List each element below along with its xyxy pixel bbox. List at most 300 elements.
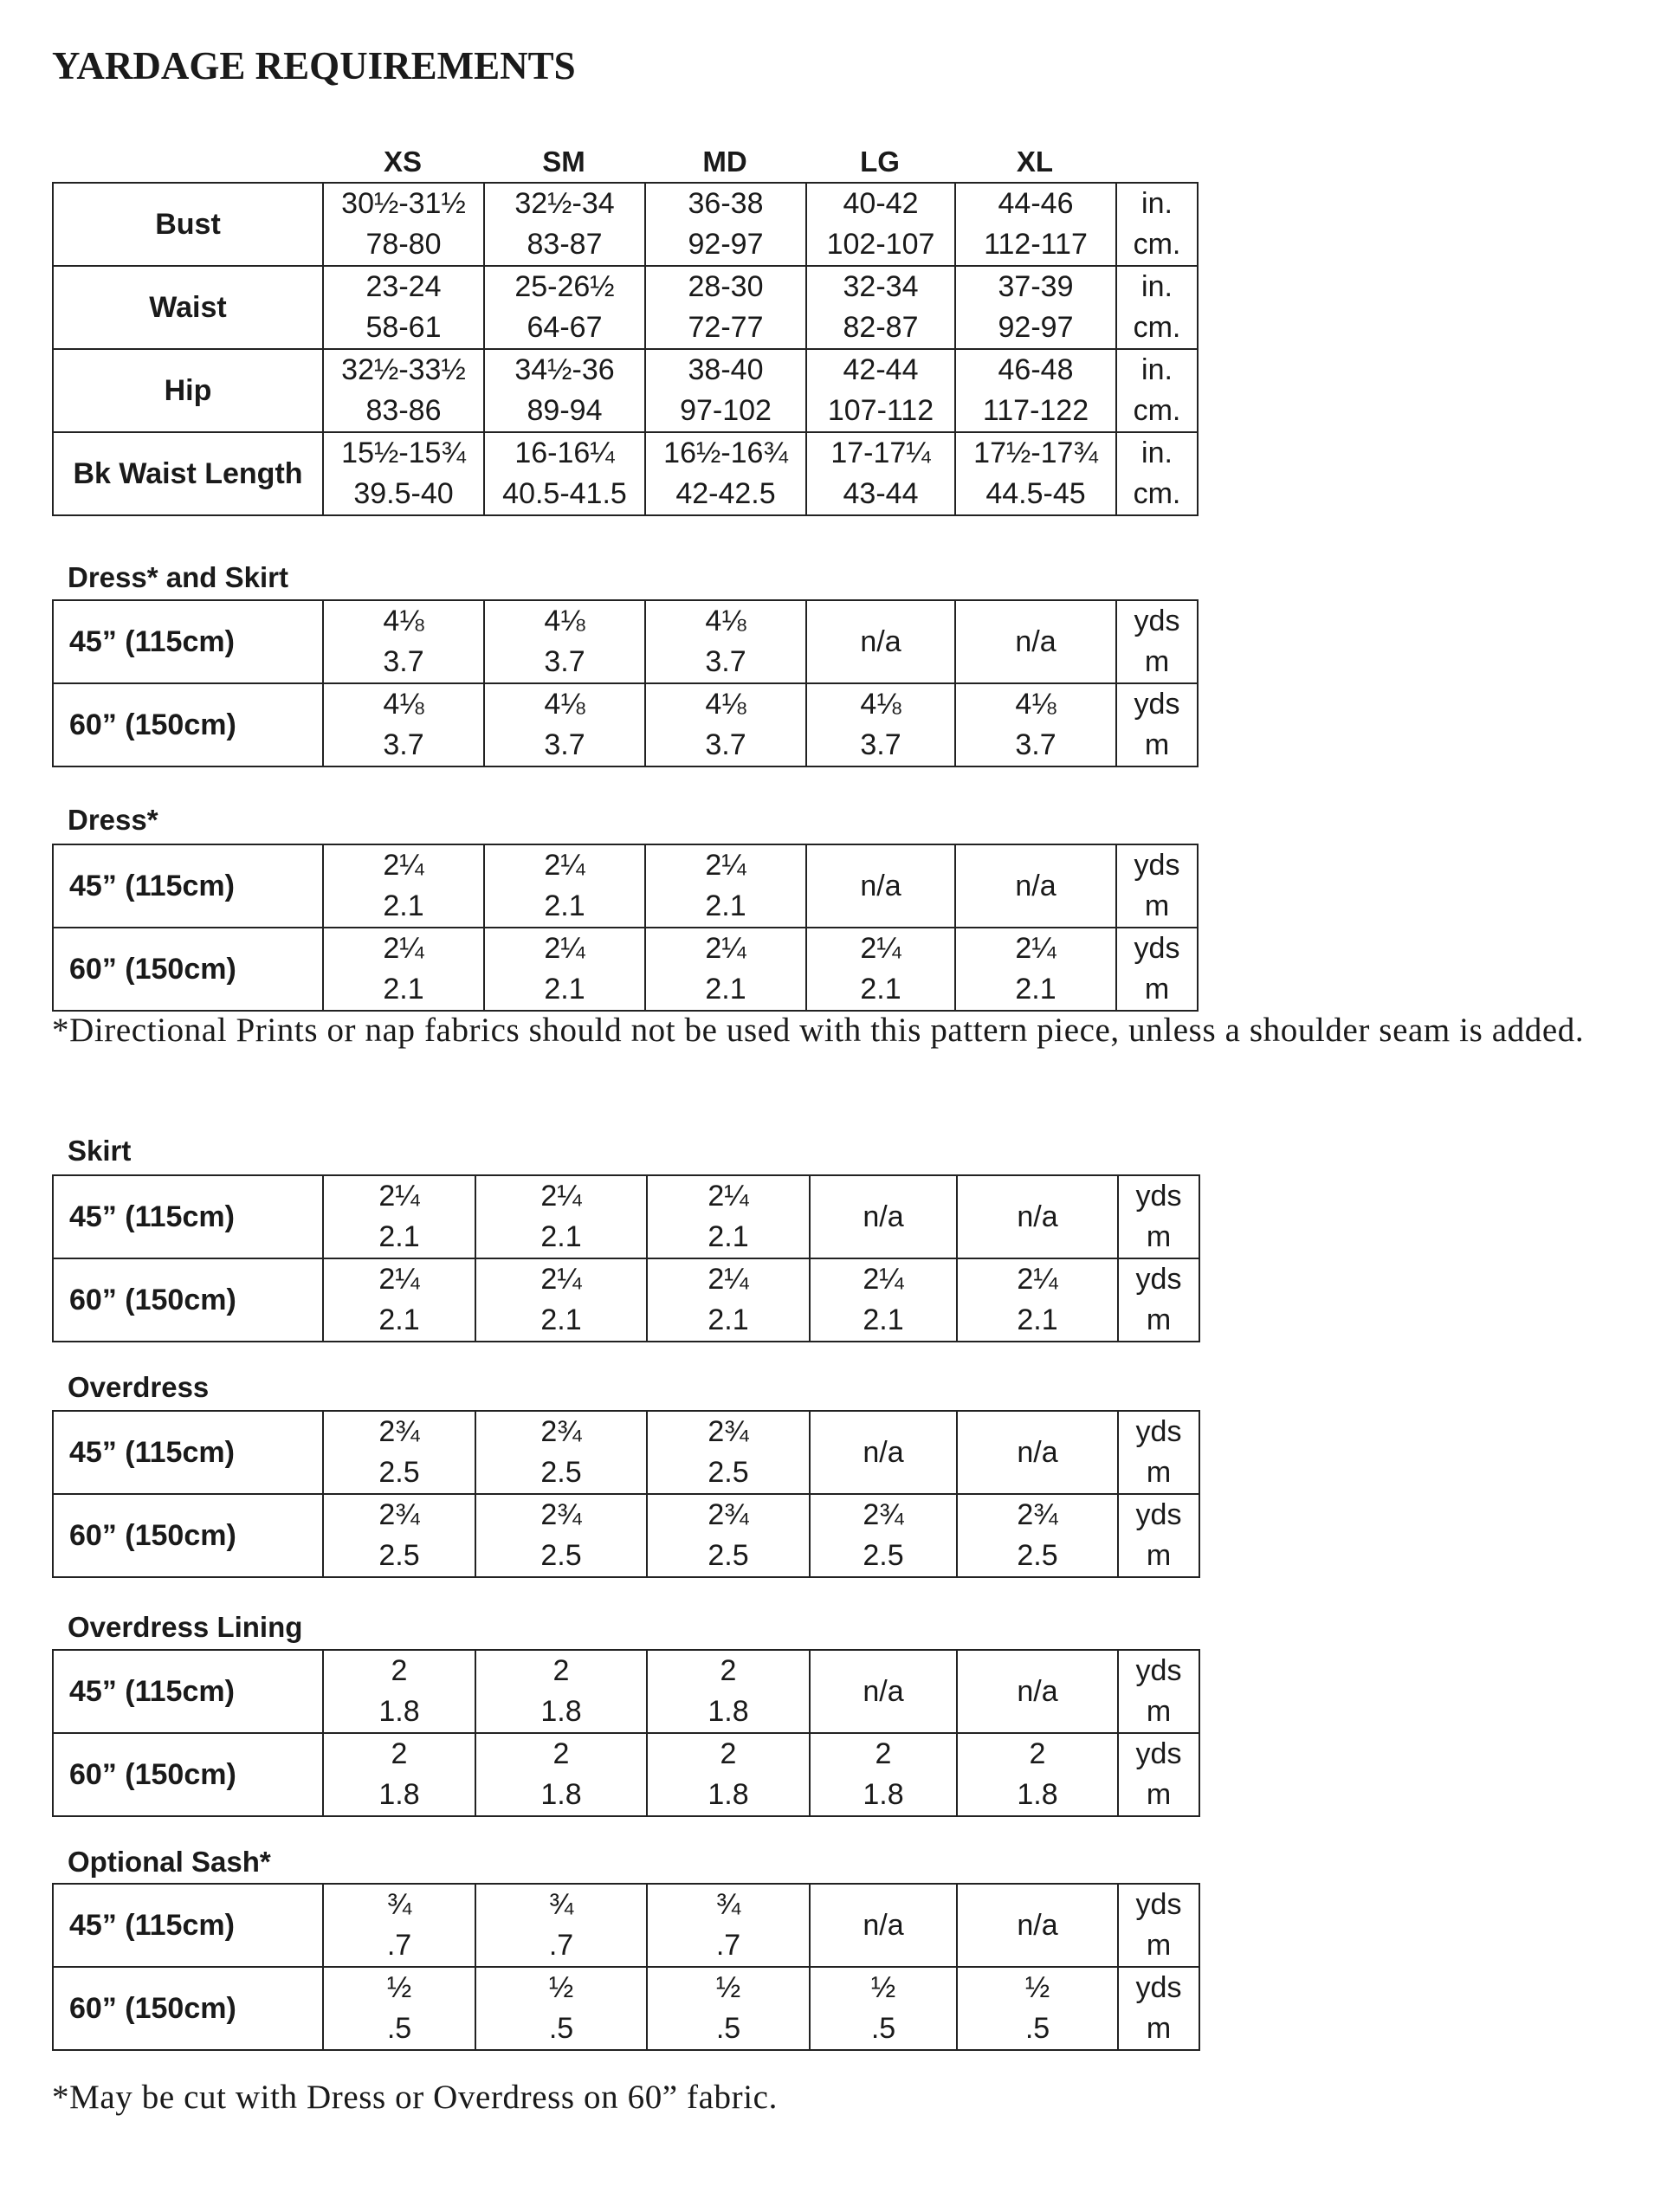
yardage-value-cell [645, 844, 806, 928]
yardage-row [53, 928, 1198, 1011]
yardage-value-cell-bottom: 3.7 [383, 645, 424, 678]
yardage-value-cell-bottom: 3.7 [860, 728, 901, 761]
yardage-value-cell [323, 683, 484, 766]
yardage-value-cell-top: 2¼ [544, 932, 585, 965]
measurement-row [53, 266, 1198, 349]
measurement-value-cell-top: 17-17¼ [830, 437, 931, 469]
unit-cell [1118, 1411, 1199, 1494]
yardage-value-cell-top: 2¾ [540, 1498, 582, 1531]
yardage-na-cell: n/a [955, 844, 1116, 928]
yardage-value-cell-bottom: 2.5 [540, 1539, 582, 1572]
unit-cell-bottom: m [1146, 1778, 1172, 1811]
measurement-value-cell [806, 266, 955, 349]
yardage-value-cell-top: 2¼ [383, 932, 424, 965]
yardage-na-cell: n/a [957, 1175, 1118, 1258]
yardage-value-cell-top: ½ [1024, 1971, 1050, 2004]
unit-cell-bottom: m [1144, 645, 1170, 678]
yardage-value-cell-top: ½ [548, 1971, 574, 2004]
measurement-value-cell [484, 432, 645, 515]
yardage-value-cell [810, 1494, 957, 1577]
sash-note: *May be cut with Dress or Overdress on 60” fabric. [52, 2079, 778, 2116]
yardage-value-cell-top: 4⅛ [705, 688, 746, 721]
yardage-value-cell-top: 4⅛ [860, 688, 901, 721]
yardage-value-cell-bottom: .5 [870, 2012, 896, 2045]
yardage-value-cell [645, 600, 806, 683]
measurement-value-cell [955, 349, 1116, 432]
yardage-value-cell-top: ½ [870, 1971, 896, 2004]
yardage-value-cell-top: 2 [720, 1737, 737, 1770]
yardage-value-cell-top: 2¾ [708, 1415, 749, 1448]
measurement-value-cell [484, 183, 645, 266]
measurement-row [53, 349, 1198, 432]
yardage-value-cell-bottom: 2.1 [708, 1220, 749, 1253]
unit-cell-top: in. [1141, 353, 1173, 386]
yardage-value-cell-bottom: 2.1 [1017, 1303, 1058, 1336]
measurement-value-cell-bottom: 112-117 [984, 228, 1088, 261]
yardage-value-cell-top: 2¼ [705, 849, 746, 882]
unit-cell-top: in. [1141, 270, 1173, 303]
section-heading: Dress* and Skirt [68, 561, 288, 593]
yardage-value-cell-top: 2¾ [540, 1415, 582, 1448]
measurement-value-cell-top: 17½-17¾ [973, 437, 1098, 469]
yardage-value-cell-top: 4⅛ [705, 605, 746, 637]
directional-prints-note: *Directional Prints or nap fabrics should not be used with this pattern piece, unless a shoulder seam is added. [52, 1012, 1585, 1049]
yardage-value-cell [475, 1650, 647, 1733]
yardage-value-cell [475, 1494, 647, 1577]
unit-cell-bottom: m [1144, 728, 1170, 761]
unit-cell [1118, 1733, 1199, 1816]
yardage-table-overdress-lining [52, 1649, 1200, 1817]
measurement-value-cell-bottom: 43-44 [843, 477, 919, 510]
measurement-value-cell-top: 46-48 [998, 353, 1074, 386]
yardage-row [53, 600, 1198, 683]
unit-cell [1118, 1650, 1199, 1733]
measurement-value-cell-top: 25-26½ [514, 270, 615, 303]
yardage-value-cell [484, 600, 645, 683]
fabric-width-label: 60” (150cm) [53, 683, 323, 766]
yardage-value-cell [323, 928, 484, 1011]
yardage-value-cell-bottom: 2.1 [705, 889, 746, 922]
yardage-value-cell [806, 928, 955, 1011]
unit-cell [1116, 928, 1198, 1011]
unit-cell-top: yds [1135, 1415, 1182, 1448]
yardage-value-cell-bottom: 1.8 [378, 1778, 420, 1811]
unit-cell-top: yds [1135, 1498, 1182, 1531]
yardage-table-overdress [52, 1410, 1200, 1578]
yardage-value-cell-bottom: .5 [548, 2012, 574, 2045]
yardage-na-cell: n/a [810, 1411, 957, 1494]
measurement-value-cell [645, 266, 806, 349]
measurement-value-cell-bottom: 83-86 [365, 394, 442, 427]
yardage-value-cell-bottom: 2.1 [383, 973, 424, 1006]
yardage-value-cell [647, 1650, 810, 1733]
yardage-na-cell: n/a [955, 600, 1116, 683]
yardage-value-cell [810, 1258, 957, 1342]
yardage-value-cell-bottom: 2.1 [540, 1220, 582, 1253]
yardage-value-cell-bottom: 3.7 [705, 645, 746, 678]
measurement-value-cell [806, 432, 955, 515]
yardage-value-cell [647, 1411, 810, 1494]
yardage-value-cell-bottom: 1.8 [708, 1778, 749, 1811]
yardage-value-cell-top: 2 [391, 1737, 408, 1770]
yardage-value-cell [647, 1884, 810, 1967]
yardage-value-cell-top: 2 [552, 1737, 570, 1770]
yardage-value-cell-top: 2¼ [378, 1180, 420, 1213]
yardage-value-cell [957, 1494, 1118, 1577]
fabric-width-label: 60” (150cm) [53, 928, 323, 1011]
yardage-value-cell-top: 2¼ [708, 1180, 749, 1213]
yardage-value-cell-top: 2¼ [540, 1180, 582, 1213]
unit-cell-bottom: cm. [1133, 394, 1181, 427]
measurement-value-cell [323, 349, 484, 432]
yardage-value-cell-top: 2¼ [378, 1263, 420, 1296]
yardage-row [53, 1494, 1199, 1577]
yardage-row [53, 844, 1198, 928]
yardage-value-cell [323, 844, 484, 928]
unit-cell-bottom: m [1144, 973, 1170, 1006]
yardage-value-cell-top: 2¼ [1015, 932, 1056, 965]
measurement-value-cell-bottom: 39.5-40 [353, 477, 454, 510]
fabric-width-label: 45” (115cm) [53, 1411, 323, 1494]
yardage-value-cell-top: ¾ [715, 1888, 741, 1921]
yardage-row [53, 1733, 1199, 1816]
measurement-value-cell-top: 32½-34 [514, 187, 615, 220]
yardage-value-cell-top: 4⅛ [544, 688, 585, 721]
size-header-xs: XS [383, 146, 423, 178]
measurement-label: Hip [53, 349, 323, 432]
yardage-value-cell [645, 683, 806, 766]
measurement-value-cell-bottom: 40.5-41.5 [502, 477, 627, 510]
yardage-value-cell [645, 928, 806, 1011]
measurement-value-cell [645, 183, 806, 266]
yardage-value-cell-bottom: 2.5 [378, 1539, 420, 1572]
measurement-value-cell-bottom: 58-61 [365, 311, 442, 344]
unit-cell-top: yds [1135, 1888, 1182, 1921]
measurement-label: Waist [53, 266, 323, 349]
yardage-value-cell-bottom: 2.1 [863, 1303, 904, 1336]
measurement-value-cell [955, 266, 1116, 349]
yardage-value-cell [475, 1175, 647, 1258]
yardage-value-cell-top: 2¾ [708, 1498, 749, 1531]
yardage-value-cell-bottom: 2.1 [860, 973, 901, 1006]
yardage-value-cell [957, 1258, 1118, 1342]
section-heading: Overdress [68, 1371, 210, 1403]
section-heading: Dress* [68, 804, 158, 836]
measurement-value-cell-top: 37-39 [998, 270, 1074, 303]
unit-cell-bottom: m [1146, 1539, 1172, 1572]
yardage-value-cell [475, 1411, 647, 1494]
body-measurements-table [52, 182, 1199, 516]
yardage-value-cell-bottom: 3.7 [544, 728, 585, 761]
yardage-value-cell [323, 1494, 475, 1577]
measurement-value-cell-bottom: 44.5-45 [985, 477, 1086, 510]
measurement-value-cell [955, 183, 1116, 266]
measurement-value-cell-bottom: 72-77 [688, 311, 764, 344]
measurement-value-cell [806, 349, 955, 432]
measurement-value-cell-top: 16-16¼ [514, 437, 615, 469]
yardage-value-cell-top: 2¼ [383, 849, 424, 882]
yardage-value-cell-bottom: 2.1 [705, 973, 746, 1006]
unit-cell-bottom: cm. [1133, 477, 1181, 510]
measurement-value-cell-bottom: 102-107 [826, 228, 935, 261]
yardage-value-cell-top: ½ [715, 1971, 741, 2004]
yardage-value-cell [323, 600, 484, 683]
yardage-value-cell-bottom: 2.5 [1017, 1539, 1058, 1572]
yardage-value-cell-top: 2 [875, 1737, 892, 1770]
measurement-value-cell-top: 15½-15¾ [341, 437, 466, 469]
measurement-value-cell-top: 38-40 [688, 353, 764, 386]
yardage-row [53, 1175, 1199, 1258]
fabric-width-label: 45” (115cm) [53, 1884, 323, 1967]
yardage-value-cell-top: 2 [1029, 1737, 1046, 1770]
measurement-value-cell-top: 28-30 [688, 270, 764, 303]
unit-cell-bottom: m [1146, 1456, 1172, 1489]
yardage-value-cell-bottom: 1.8 [1017, 1778, 1058, 1811]
yardage-value-cell-bottom: 2.1 [1015, 973, 1056, 1006]
unit-cell [1118, 1884, 1199, 1967]
fabric-width-label: 60” (150cm) [53, 1258, 323, 1342]
yardage-value-cell-bottom: 3.7 [705, 728, 746, 761]
yardage-value-cell [323, 1258, 475, 1342]
yardage-value-cell-bottom: 1.8 [863, 1778, 904, 1811]
yardage-value-cell-bottom: 2.1 [544, 889, 585, 922]
size-header-lg: LG [860, 146, 900, 178]
yardage-table-skirt [52, 1174, 1200, 1342]
yardage-value-cell [484, 683, 645, 766]
unit-cell [1116, 349, 1198, 432]
yardage-value-cell-bottom: .7 [548, 1929, 574, 1962]
fabric-width-label: 60” (150cm) [53, 1494, 323, 1577]
measurement-label: Bk Waist Length [53, 432, 323, 515]
unit-cell [1116, 600, 1198, 683]
yardage-value-cell-top: 2¾ [378, 1498, 420, 1531]
yardage-value-cell [647, 1175, 810, 1258]
unit-cell-top: yds [1135, 1263, 1182, 1296]
fabric-width-label: 45” (115cm) [53, 600, 323, 683]
measurement-value-cell-bottom: 42-42.5 [675, 477, 776, 510]
yardage-value-cell [475, 1258, 647, 1342]
yardage-value-cell [810, 1967, 957, 2050]
measurement-value-cell-top: 44-46 [998, 187, 1074, 220]
yardage-value-cell-top: 4⅛ [383, 605, 424, 637]
yardage-value-cell-top: 2 [552, 1654, 570, 1687]
yardage-value-cell-bottom: 1.8 [378, 1695, 420, 1728]
yardage-value-cell-bottom: 1.8 [708, 1695, 749, 1728]
yardage-value-cell-bottom: 3.7 [544, 645, 585, 678]
yardage-value-cell-bottom: .5 [1024, 2012, 1050, 2045]
unit-cell [1118, 1175, 1199, 1258]
yardage-na-cell: n/a [957, 1884, 1118, 1967]
size-header-sm: SM [542, 146, 585, 178]
fabric-width-label: 45” (115cm) [53, 844, 323, 928]
yardage-value-cell-bottom: .7 [386, 1929, 412, 1962]
yardage-value-cell-top: 2¼ [705, 932, 746, 965]
measurement-value-cell-bottom: 97-102 [680, 394, 772, 427]
yardage-value-cell [323, 1733, 475, 1816]
yardage-value-cell-bottom: 2.1 [378, 1220, 420, 1253]
unit-cell-top: yds [1134, 688, 1180, 721]
page-title: YARDAGE REQUIREMENTS [52, 44, 576, 87]
measurement-value-cell [806, 183, 955, 266]
size-header-xl: XL [1016, 146, 1054, 178]
yardage-value-cell-top: 2¾ [863, 1498, 904, 1531]
yardage-value-cell-top: 4⅛ [1015, 688, 1056, 721]
unit-cell [1116, 266, 1198, 349]
yardage-value-cell [323, 1884, 475, 1967]
yardage-value-cell-top: 2¾ [1017, 1498, 1058, 1531]
yardage-value-cell [957, 1967, 1118, 2050]
section-heading: Skirt [68, 1135, 132, 1167]
unit-cell-bottom: m [1144, 889, 1170, 922]
yardage-value-cell-bottom: 1.8 [540, 1695, 582, 1728]
yardage-value-cell-bottom: 2.1 [540, 1303, 582, 1336]
yardage-value-cell [810, 1733, 957, 1816]
unit-cell-top: yds [1135, 1971, 1182, 2004]
yardage-value-cell [957, 1733, 1118, 1816]
unit-cell [1116, 432, 1198, 515]
yardage-table-dress-and-skirt [52, 599, 1199, 767]
unit-cell-bottom: cm. [1133, 311, 1181, 344]
yardage-value-cell [955, 683, 1116, 766]
yardage-value-cell [323, 1967, 475, 2050]
size-header-md: MD [702, 146, 747, 178]
yardage-na-cell: n/a [806, 600, 955, 683]
yardage-value-cell [323, 1411, 475, 1494]
yardage-na-cell: n/a [806, 844, 955, 928]
unit-cell-top: yds [1135, 1737, 1182, 1770]
yardage-value-cell-top: ½ [386, 1971, 412, 2004]
unit-cell-top: yds [1135, 1180, 1182, 1213]
measurement-value-cell [323, 266, 484, 349]
yardage-value-cell-bottom: .7 [715, 1929, 741, 1962]
measurement-value-cell-bottom: 83-87 [527, 228, 603, 261]
measurement-row [53, 432, 1198, 515]
measurement-value-cell [484, 349, 645, 432]
yardage-value-cell [475, 1733, 647, 1816]
yardage-row [53, 1258, 1199, 1342]
unit-cell-top: yds [1134, 849, 1180, 882]
yardage-value-cell [484, 928, 645, 1011]
yardage-value-cell [647, 1494, 810, 1577]
measurement-value-cell-bottom: 89-94 [527, 394, 603, 427]
unit-cell [1116, 183, 1198, 266]
unit-cell [1118, 1494, 1199, 1577]
measurement-row [53, 183, 1198, 266]
yardage-value-cell-bottom: 2.1 [378, 1303, 420, 1336]
yardage-na-cell: n/a [810, 1175, 957, 1258]
measurement-value-cell-bottom: 117-122 [982, 394, 1089, 427]
measurement-value-cell-bottom: 78-80 [365, 228, 442, 261]
yardage-value-cell-bottom: 2.5 [708, 1456, 749, 1489]
yardage-row [53, 683, 1198, 766]
section-heading: Optional Sash* [68, 1846, 271, 1878]
measurement-value-cell-top: 34½-36 [514, 353, 615, 386]
measurement-value-cell-bottom: 92-97 [688, 228, 764, 261]
yardage-value-cell-top: 2 [391, 1654, 408, 1687]
yardage-value-cell [475, 1884, 647, 1967]
yardage-row [53, 1411, 1199, 1494]
yardage-value-cell-bottom: 1.8 [540, 1778, 582, 1811]
measurement-value-cell [645, 432, 806, 515]
unit-cell-bottom: m [1146, 1695, 1172, 1728]
measurement-value-cell-top: 16½-16¾ [663, 437, 788, 469]
yardage-value-cell-top: 4⅛ [544, 605, 585, 637]
measurement-value-cell-top: 23-24 [365, 270, 442, 303]
yardage-value-cell-bottom: 2.5 [540, 1456, 582, 1489]
unit-cell [1118, 1258, 1199, 1342]
yardage-value-cell-top: 2¼ [540, 1263, 582, 1296]
yardage-value-cell-top: ¾ [386, 1888, 412, 1921]
unit-cell [1116, 683, 1198, 766]
yardage-value-cell-top: 4⅛ [383, 688, 424, 721]
yardage-value-cell [323, 1175, 475, 1258]
measurement-value-cell-top: 30½-31½ [341, 187, 466, 220]
yardage-na-cell: n/a [810, 1884, 957, 1967]
unit-cell-bottom: cm. [1133, 228, 1181, 261]
yardage-value-cell [475, 1967, 647, 2050]
yardage-row [53, 1884, 1199, 1967]
measurement-value-cell-bottom: 92-97 [998, 311, 1074, 344]
measurement-value-cell-bottom: 107-112 [827, 394, 934, 427]
yardage-value-cell-bottom: 2.1 [544, 973, 585, 1006]
yardage-value-cell-bottom: 2.1 [708, 1303, 749, 1336]
yardage-value-cell-top: 2¼ [708, 1263, 749, 1296]
yardage-value-cell-bottom: 3.7 [1015, 728, 1056, 761]
measurement-value-cell-bottom: 64-67 [527, 311, 603, 344]
measurement-value-cell [323, 432, 484, 515]
measurement-value-cell [645, 349, 806, 432]
yardage-value-cell [647, 1258, 810, 1342]
yardage-value-cell [647, 1733, 810, 1816]
yardage-value-cell-bottom: 2.5 [708, 1539, 749, 1572]
measurement-value-cell [955, 432, 1116, 515]
yardage-value-cell-bottom: .5 [386, 2012, 412, 2045]
yardage-na-cell: n/a [957, 1411, 1118, 1494]
fabric-width-label: 60” (150cm) [53, 1733, 323, 1816]
measurement-value-cell-bottom: 82-87 [843, 311, 919, 344]
yardage-value-cell [484, 844, 645, 928]
yardage-value-cell-bottom: 2.5 [378, 1456, 420, 1489]
unit-cell-top: in. [1141, 437, 1173, 469]
measurement-value-cell-top: 32½-33½ [341, 353, 466, 386]
unit-cell-top: in. [1141, 187, 1173, 220]
yardage-value-cell-top: 2¼ [1017, 1263, 1058, 1296]
yardage-value-cell [323, 1650, 475, 1733]
unit-cell-bottom: m [1146, 1929, 1172, 1962]
fabric-width-label: 45” (115cm) [53, 1650, 323, 1733]
measurement-value-cell-top: 36-38 [688, 187, 764, 220]
unit-cell-top: yds [1135, 1654, 1182, 1687]
section-heading: Overdress Lining [68, 1611, 303, 1643]
yardage-value-cell [955, 928, 1116, 1011]
yardage-table-dress [52, 844, 1199, 1012]
unit-cell [1118, 1967, 1199, 2050]
unit-cell-bottom: m [1146, 1303, 1172, 1336]
yardage-value-cell-bottom: 2.1 [383, 889, 424, 922]
measurement-value-cell-top: 40-42 [843, 187, 919, 220]
measurement-value-cell [323, 183, 484, 266]
fabric-width-label: 45” (115cm) [53, 1175, 323, 1258]
yardage-value-cell-top: 2¼ [863, 1263, 904, 1296]
unit-cell-bottom: m [1146, 2012, 1172, 2045]
yardage-value-cell-bottom: 2.5 [863, 1539, 904, 1572]
measurement-value-cell-top: 42-44 [843, 353, 919, 386]
measurement-label: Bust [53, 183, 323, 266]
yardage-value-cell-bottom: .5 [715, 2012, 741, 2045]
unit-cell-top: yds [1134, 605, 1180, 637]
yardage-value-cell-top: 2 [720, 1654, 737, 1687]
measurement-value-cell [484, 266, 645, 349]
